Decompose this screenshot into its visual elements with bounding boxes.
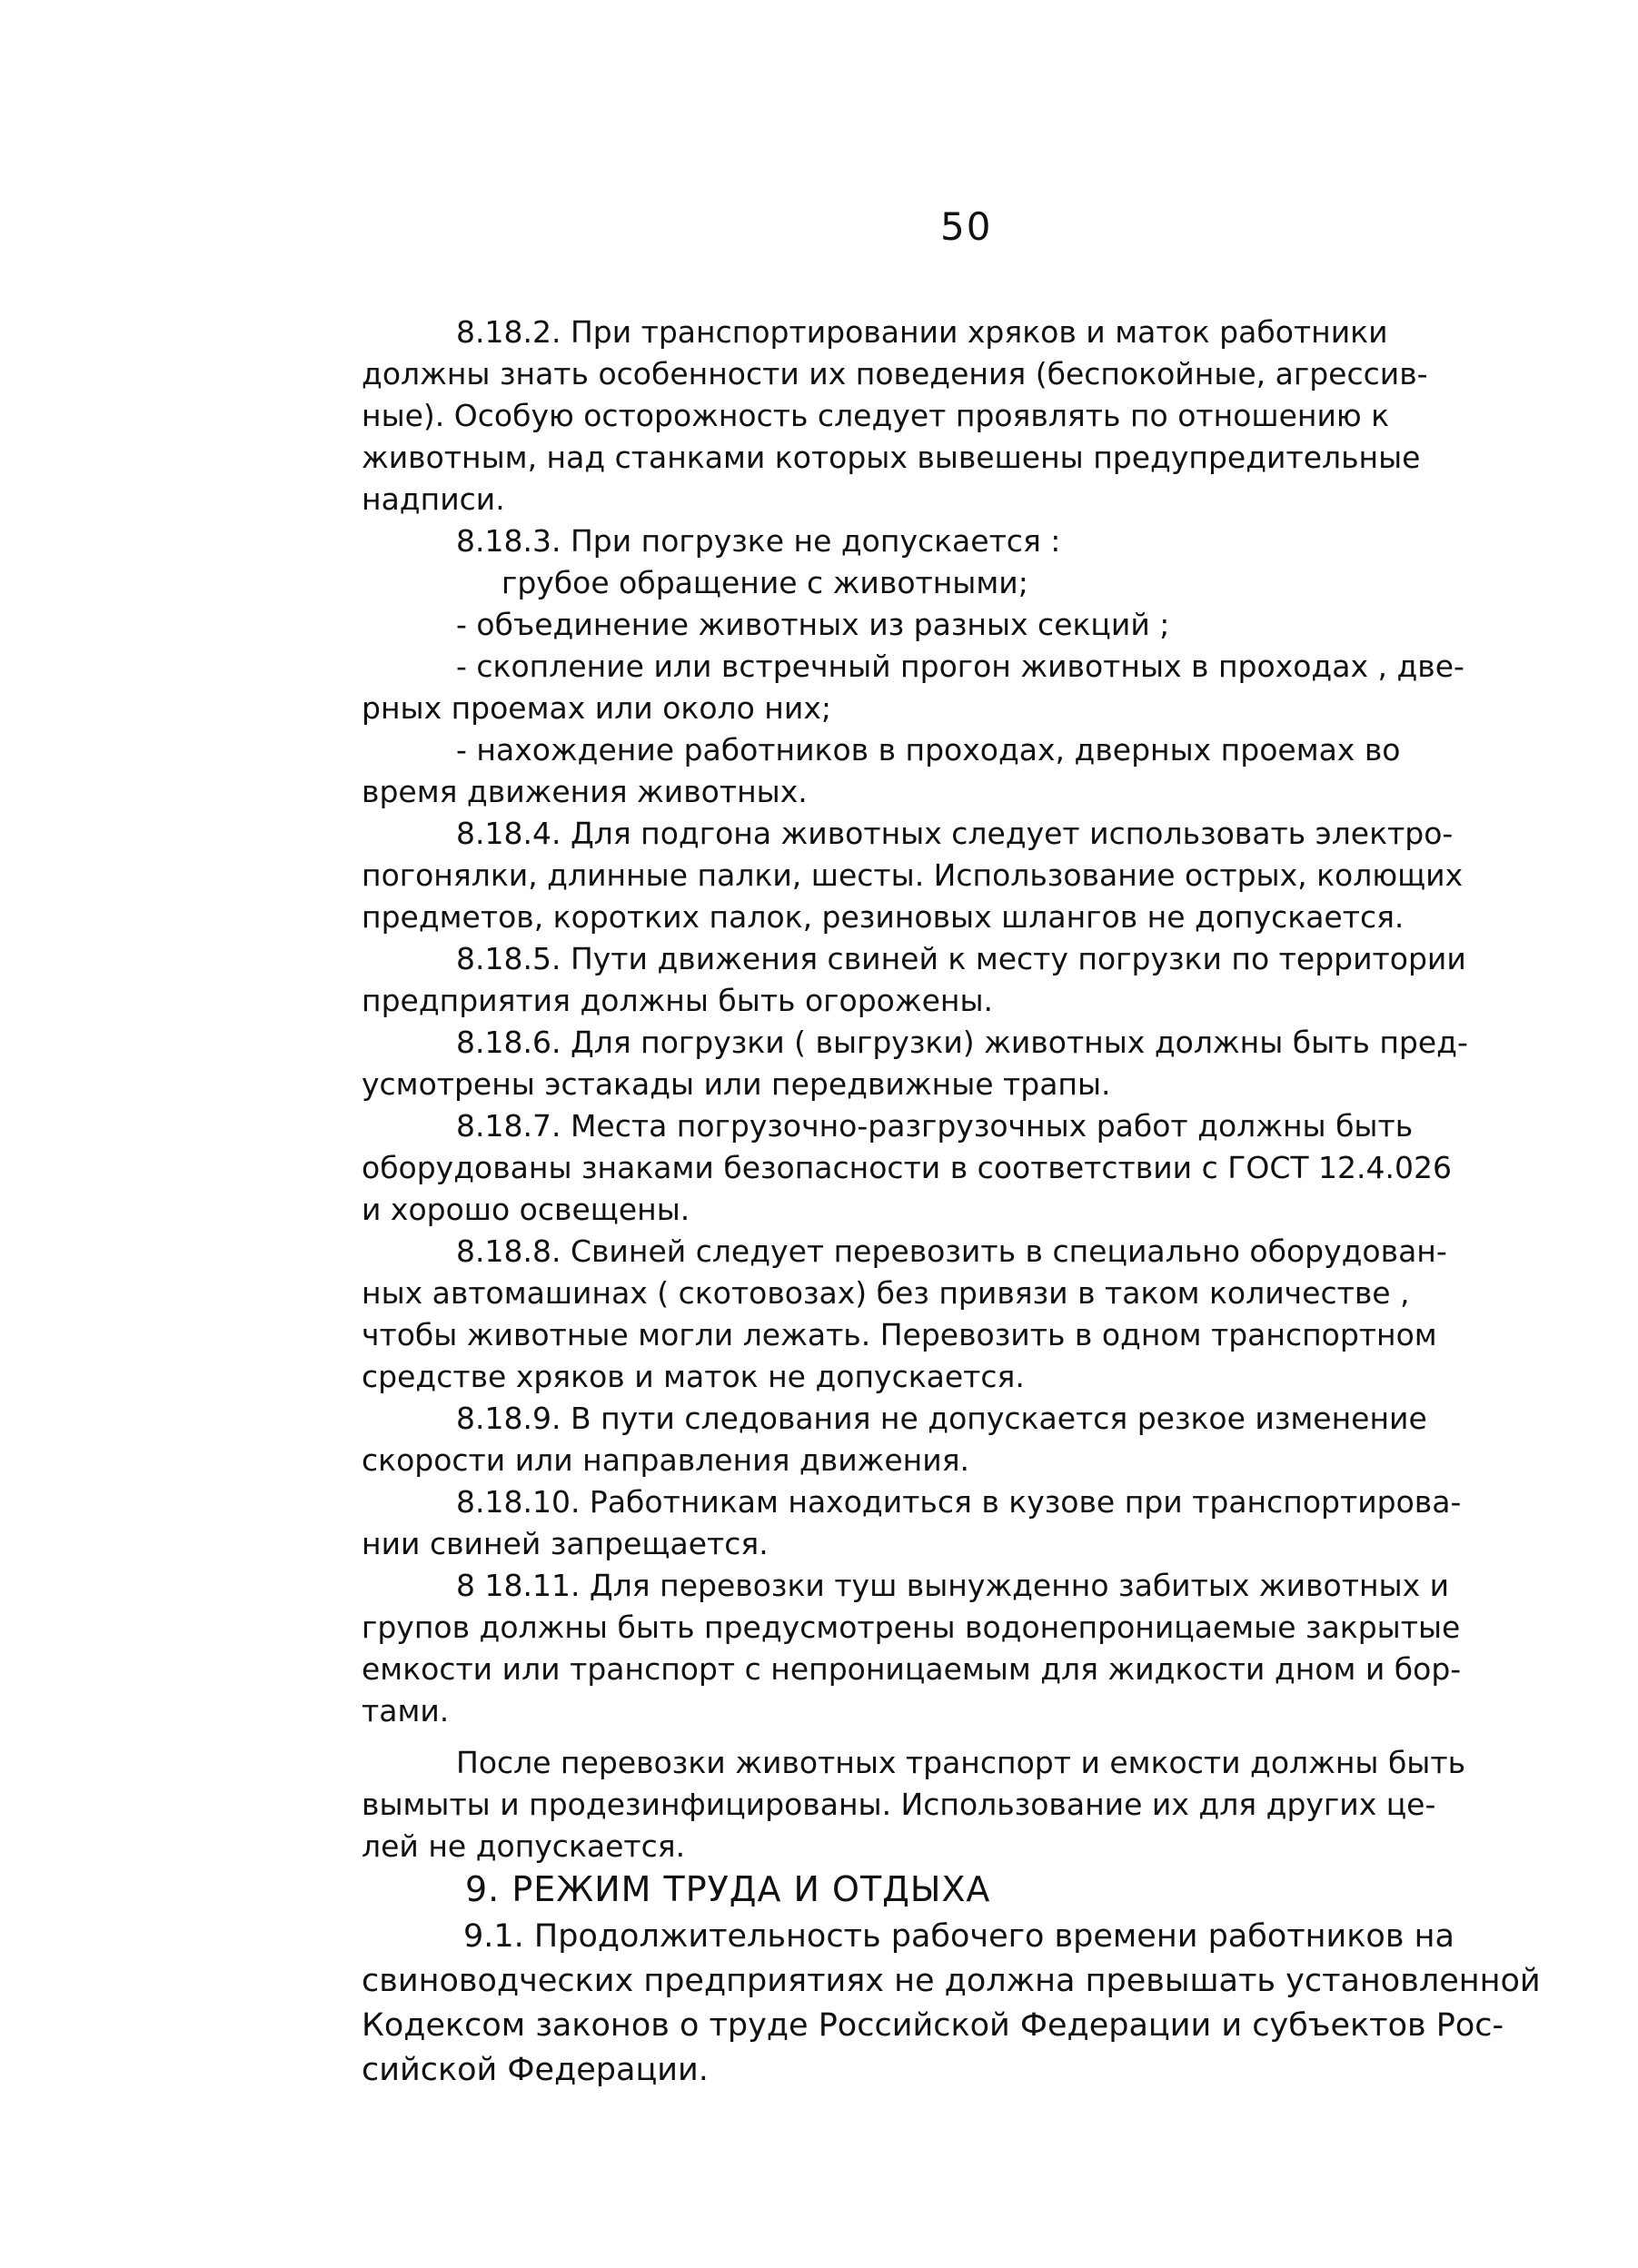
- text-line: средстве хряков и маток не допускается.: [362, 1359, 1025, 1394]
- text-line: должны знать особенности их поведения (беспокойные, агрессив-: [362, 356, 1428, 391]
- text-line: лей не допускается.: [362, 1828, 686, 1864]
- text-line: - нахождение работников в проходах, дверных проемах во: [456, 732, 1401, 768]
- text-line: 8.18.8. Свиней следует перевозить в специально оборудован-: [456, 1233, 1447, 1269]
- text-line: 8.18.4. Для подгона животных следует использовать электро-: [456, 816, 1454, 851]
- text-line: вымыты и продезинфицированы. Использование их для других це-: [362, 1787, 1436, 1822]
- text-line: чтобы животные могли лежать. Перевозить в одном транспортном: [362, 1317, 1437, 1352]
- text-line: групов должны быть предусмотрены водонепроницаемые закрытые: [362, 1609, 1461, 1645]
- text-line: рных проемах или около них;: [362, 690, 831, 726]
- text-line: 8.18.2. При транспортировании хряков и маток работники: [456, 314, 1388, 350]
- text-line: ных автомашинах ( скотовозах) без привязи в таком количестве ,: [362, 1275, 1410, 1311]
- text-line: 8.18.5. Пути движения свиней к месту погрузки по территории: [456, 941, 1466, 976]
- text-line: 8.18.3. При погрузке не допускается :: [456, 523, 1061, 559]
- text-line: ные). Особую осторожность следует проявлять по отношению к: [362, 398, 1390, 433]
- text-line: 9.1. Продолжительность рабочего времени работников на: [463, 1918, 1454, 1955]
- text-line: усмотрены эстакады или передвижные трапы.: [362, 1066, 1111, 1102]
- text-line: сийской Федерации.: [362, 2052, 709, 2088]
- text-line: 8.18.7. Места погрузочно-разгрузочных работ должны быть: [456, 1108, 1414, 1144]
- text-line: предметов, коротких палок, резиновых шлангов не допускается.: [362, 899, 1405, 935]
- text-line: емкости или транспорт с непроницаемым для жидкости дном и бор-: [362, 1651, 1462, 1687]
- text-line: 8.18.6. Для погрузки ( выгрузки) животных должны быть пред-: [456, 1025, 1468, 1060]
- text-line: грубое обращение с животными;: [501, 565, 1028, 600]
- text-line: время движения животных.: [362, 774, 808, 809]
- text-line: животным, над станками которых вывешены предупредительные: [362, 440, 1421, 475]
- text-line: предприятия должны быть огорожены.: [362, 983, 993, 1018]
- text-line: погонялки, длинные палки, шесты. Использование острых, колющих: [362, 857, 1464, 893]
- section-heading: 9. РЕЖИМ ТРУДА И ОТДЫХА: [465, 1869, 991, 1909]
- text-line: После перевозки животных транспорт и емкости должны быть: [456, 1745, 1466, 1780]
- text-line: - скопление или встречный прогон животных в проходах , две-: [456, 649, 1464, 684]
- text-line: 8.18.10. Работникам находиться в кузове при транспортирова-: [456, 1484, 1462, 1520]
- text-line: - объединение животных из разных секций ;: [456, 607, 1170, 642]
- text-line: и хорошо освещены.: [362, 1192, 690, 1227]
- text-line: 8 18.11. Для перевозки туш вынужденно забитых животных и: [456, 1568, 1450, 1603]
- page-number: 50: [940, 204, 993, 249]
- text-line: тами.: [362, 1693, 450, 1728]
- text-line: Кодексом законов о труде Российской Федерации и субъектов Рос-: [362, 2007, 1504, 2044]
- text-line: свиноводческих предприятиях не должна превышать установленной: [362, 1963, 1541, 1999]
- text-line: надписи.: [362, 481, 505, 517]
- text-line: оборудованы знаками безопасности в соответствии с ГОСТ 12.4.026: [362, 1150, 1452, 1185]
- text-line: скорости или направления движения.: [362, 1442, 970, 1478]
- text-line: 8.18.9. В пути следования не допускается резкое изменение: [456, 1401, 1427, 1436]
- text-line: нии свиней запрещается.: [362, 1526, 769, 1561]
